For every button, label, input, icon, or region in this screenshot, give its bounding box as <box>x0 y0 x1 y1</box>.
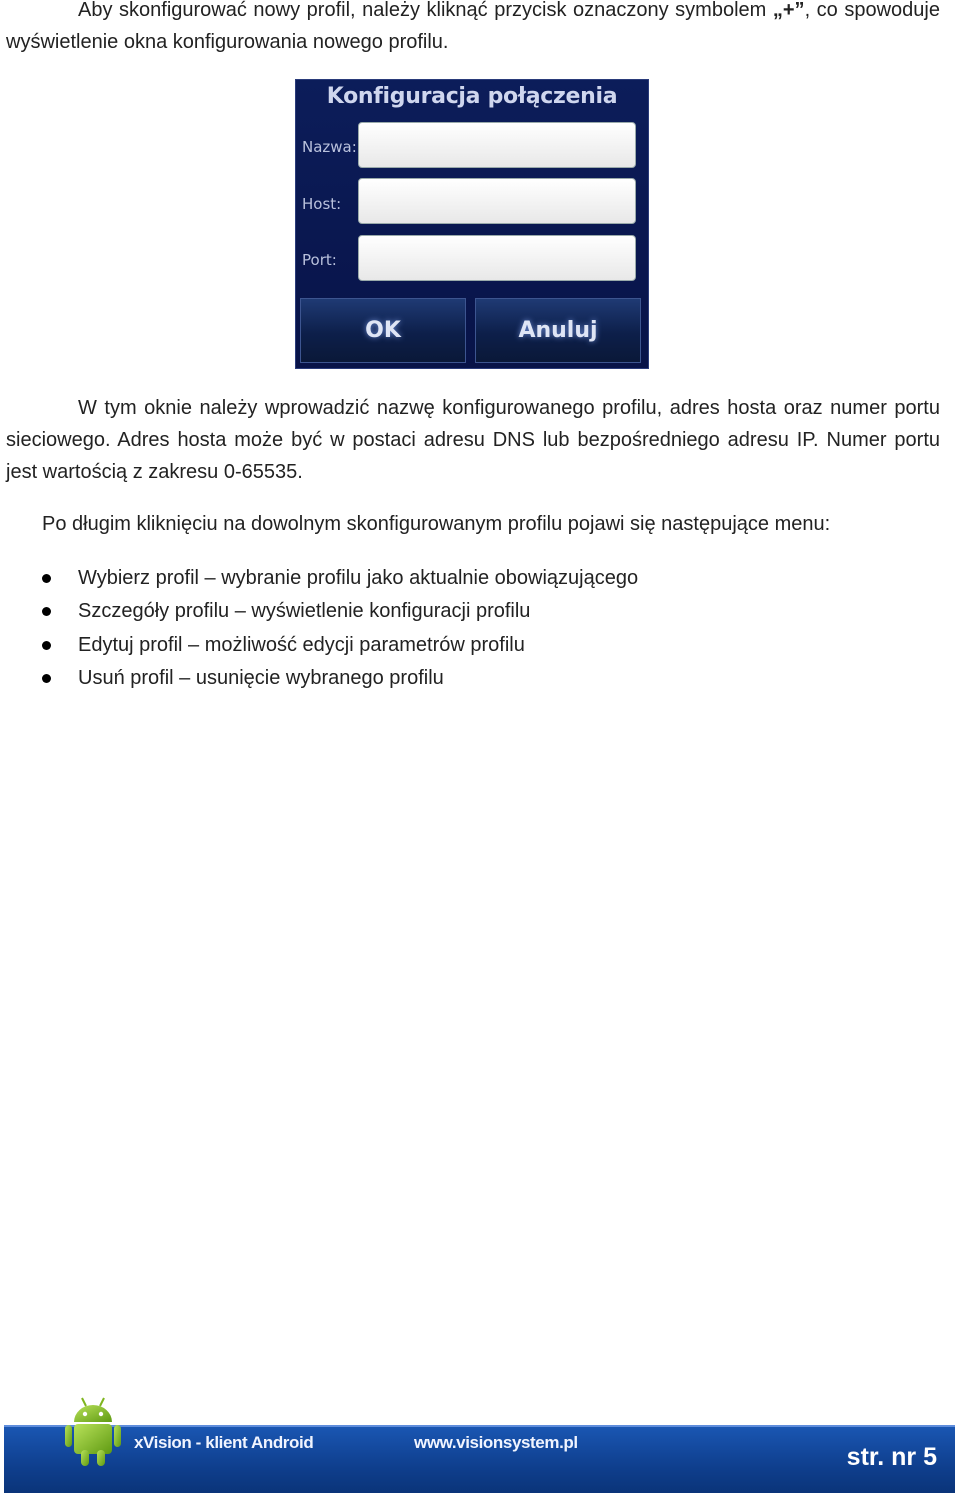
cancel-button[interactable]: Anuluj <box>475 298 641 363</box>
intro-text-before: Aby skonfigurować nowy profil, należy kliknąć przycisk oznaczony symbolem <box>78 0 773 21</box>
ok-button[interactable]: OK <box>300 298 466 363</box>
footer-url: www.visionsystem.pl <box>414 1433 578 1452</box>
bullet-icon <box>42 607 51 616</box>
host-field-label: Host: <box>302 195 342 213</box>
list-item <box>0 629 638 662</box>
port-field-label: Port: <box>302 251 337 269</box>
list-item-text: Szczegóły profilu – wyświetlenie konfiguracji profilu <box>78 600 531 623</box>
name-field-label: Nazwa: <box>302 138 357 156</box>
plus-symbol: „+” <box>772 0 805 21</box>
connection-config-dialog <box>295 79 649 369</box>
intro-paragraph <box>6 0 940 58</box>
name-input[interactable] <box>358 122 636 168</box>
list-item <box>0 595 638 628</box>
page-number: str. nr 5 <box>846 1443 937 1471</box>
list-item <box>0 562 638 595</box>
config-description-text: W tym oknie należy wprowadzić nazwę konfigurowanego profilu, adres hosta oraz numer portu sieciowego. Adres hosta może być w postaci adresu DNS lub bezpośredniego adresu IP. Numer portu jest wartością z zakresu 0-65535. <box>6 397 940 483</box>
list-item-text: Wybierz profil – wybranie profilu jako aktualnie obowiązującego <box>78 567 639 589</box>
port-input[interactable] <box>358 235 636 281</box>
android-robot-icon <box>62 1392 124 1468</box>
footer-brand: xVision - klient Android <box>134 1433 314 1452</box>
intro-text-after: , co spowoduje wyświetlenie okna konfigurowania nowego profilu. <box>6 0 940 53</box>
bullet-icon <box>42 641 51 650</box>
bullet-icon <box>42 674 51 683</box>
host-input[interactable] <box>358 178 636 224</box>
dialog-title: Konfiguracja połączenia <box>326 84 618 109</box>
list-item-text: Usuń profil – usunięcie wybranego profilu <box>78 666 444 689</box>
profile-menu-list <box>0 562 638 695</box>
list-item <box>0 662 638 695</box>
menu-intro-paragraph: Po długim kliknięciu na dowolnym skonfigurowanym profilu pojawi się następujące menu: <box>42 513 831 535</box>
config-description-paragraph <box>6 392 940 488</box>
bullet-icon <box>42 574 51 583</box>
list-item-text: Edytuj profil – możliwość edycji parametrów profilu <box>78 633 525 656</box>
page-footer <box>4 1425 955 1493</box>
